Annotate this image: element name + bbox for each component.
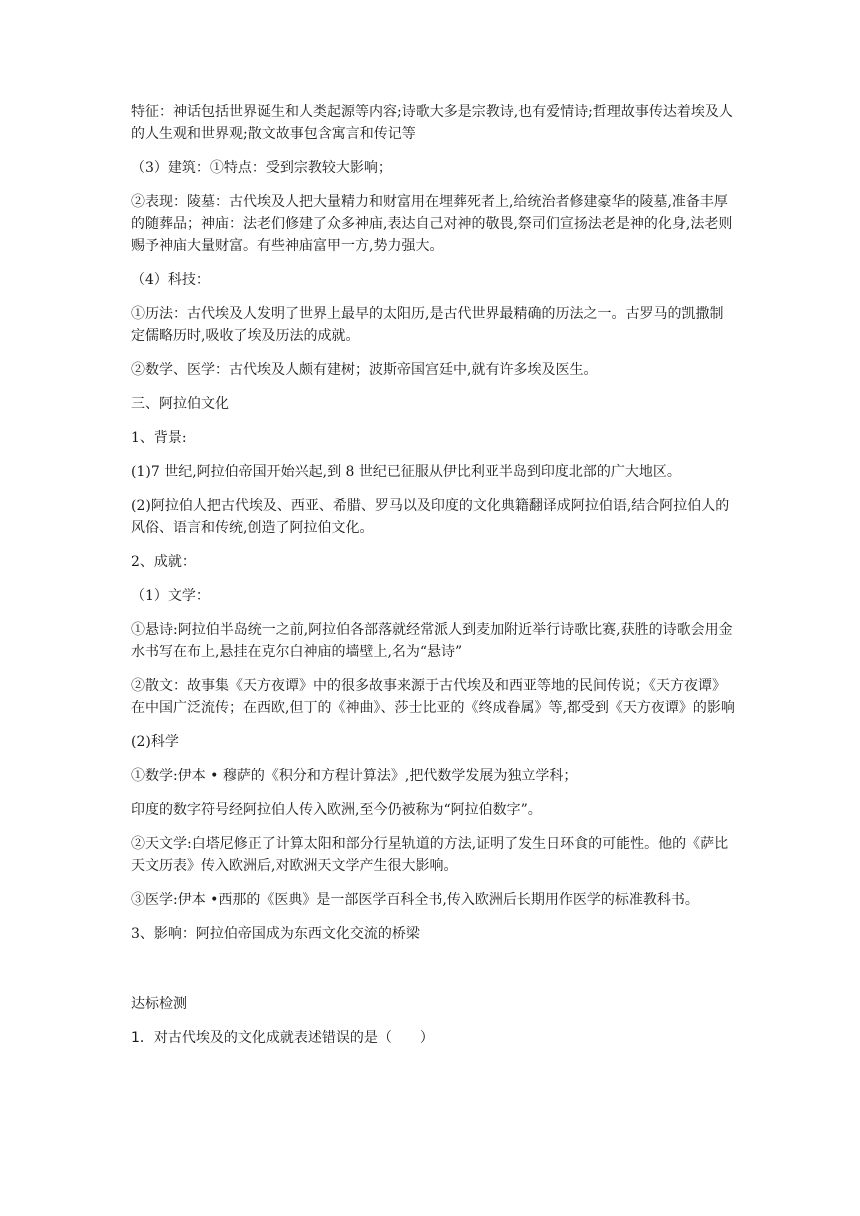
paragraph-astronomy: ②天文学:白塔尼修正了计算太阳和部分行星轨道的方法,证明了发生日环食的可能性。他的《萨比天文历表》传入欧洲后,对欧洲天文学产生很大影响。 xyxy=(131,836,729,874)
paragraph-medicine: ③医学:伊本 •西那的《医典》是一部医学百科全书,传入欧洲后长期用作医学的标准教科书。 xyxy=(131,892,699,908)
section-heading-assessment: 达标检测 xyxy=(131,996,187,1012)
paragraph-background-1: (1)7 世纪,阿拉伯帝国开始兴起,到 8 世纪已征服从伊比利亚半岛到印度北部的广大地区。 xyxy=(131,464,681,480)
paragraph-hanging-poems: ①悬诗:阿拉伯半岛统一之前,阿拉伯各部落就经常派人到麦加附近举行诗歌比赛,获胜的诗歌会用金水书写在布上,悬挂在克尔白神庙的墙壁上,名为“悬诗” xyxy=(131,622,733,660)
paragraph-prose: ②散文：故事集《天方夜谭》中的很多故事来源于古代埃及和西亚等地的民间传说；《天方夜谭》在中国广泛流传；在西欧,但丁的《神曲》、莎士比亚的《终成眷属》等,都受到《天方夜谭》的影响 xyxy=(131,678,735,716)
paragraph-influence: 3、影响：阿拉伯帝国成为东西文化交流的桥梁 xyxy=(131,926,420,942)
paragraph-science-heading: (2)科学 xyxy=(131,734,179,750)
paragraph-literature-heading: （1）文学： xyxy=(131,588,210,604)
paragraph-mathematics: ①数学:伊本 • 穆萨的《积分和方程计算法》,把代数学发展为独立学科； xyxy=(131,768,578,784)
paragraph-architecture-features: （3）建筑：①特点：受到宗教较大影响； xyxy=(131,160,392,176)
paragraph-arabic-numerals: 印度的数字符号经阿拉伯人传入欧洲,至今仍被称为“阿拉伯数字”。 xyxy=(131,802,542,818)
question-1: 1．对古代埃及的文化成就表述错误的是（ ） xyxy=(131,1030,434,1046)
paragraph-architecture-manifestation: ②表现：陵墓：古代埃及人把大量精力和财富用在埋葬死者上,给统治者修建豪华的陵墓,准备丰厚的随葬品；神庙：法老们修建了众多神庙,表达自己对神的敬畏,祭司们宣扬法老是神的化身,法老则赐予神庙大量财富。有些神庙富甲一方,势力强大。 xyxy=(131,194,733,254)
paragraph-achievements-heading: 2、成就： xyxy=(131,554,196,570)
paragraph-characteristics: 特征：神话包括世界诞生和人类起源等内容;诗歌大多是宗教诗,也有爱情诗;哲理故事传达着埃及人的人生观和世界观;散文故事包含寓言和传记等 xyxy=(131,104,733,142)
paragraph-calendar: ①历法：古代埃及人发明了世界上最早的太阳历,是古代世界最精确的历法之一。古罗马的凯撒制定儒略历时,吸收了埃及历法的成就。 xyxy=(131,306,724,344)
section-heading-arab-culture: 三、阿拉伯文化 xyxy=(131,396,229,412)
paragraph-background-2: (2)阿拉伯人把古代埃及、西亚、希腊、罗马以及印度的文化典籍翻译成阿拉伯语,结合阿拉伯人的风俗、语言和传统,创造了阿拉伯文化。 xyxy=(131,498,730,536)
paragraph-math-medicine: ②数学、医学：古代埃及人颇有建树；波斯帝国宫廷中,就有许多埃及医生。 xyxy=(131,362,598,378)
paragraph-background-heading: 1、背景: xyxy=(131,430,187,446)
paragraph-technology-heading: （4）科技： xyxy=(131,272,210,288)
blank-space xyxy=(131,957,735,993)
document-body xyxy=(131,101,735,1061)
